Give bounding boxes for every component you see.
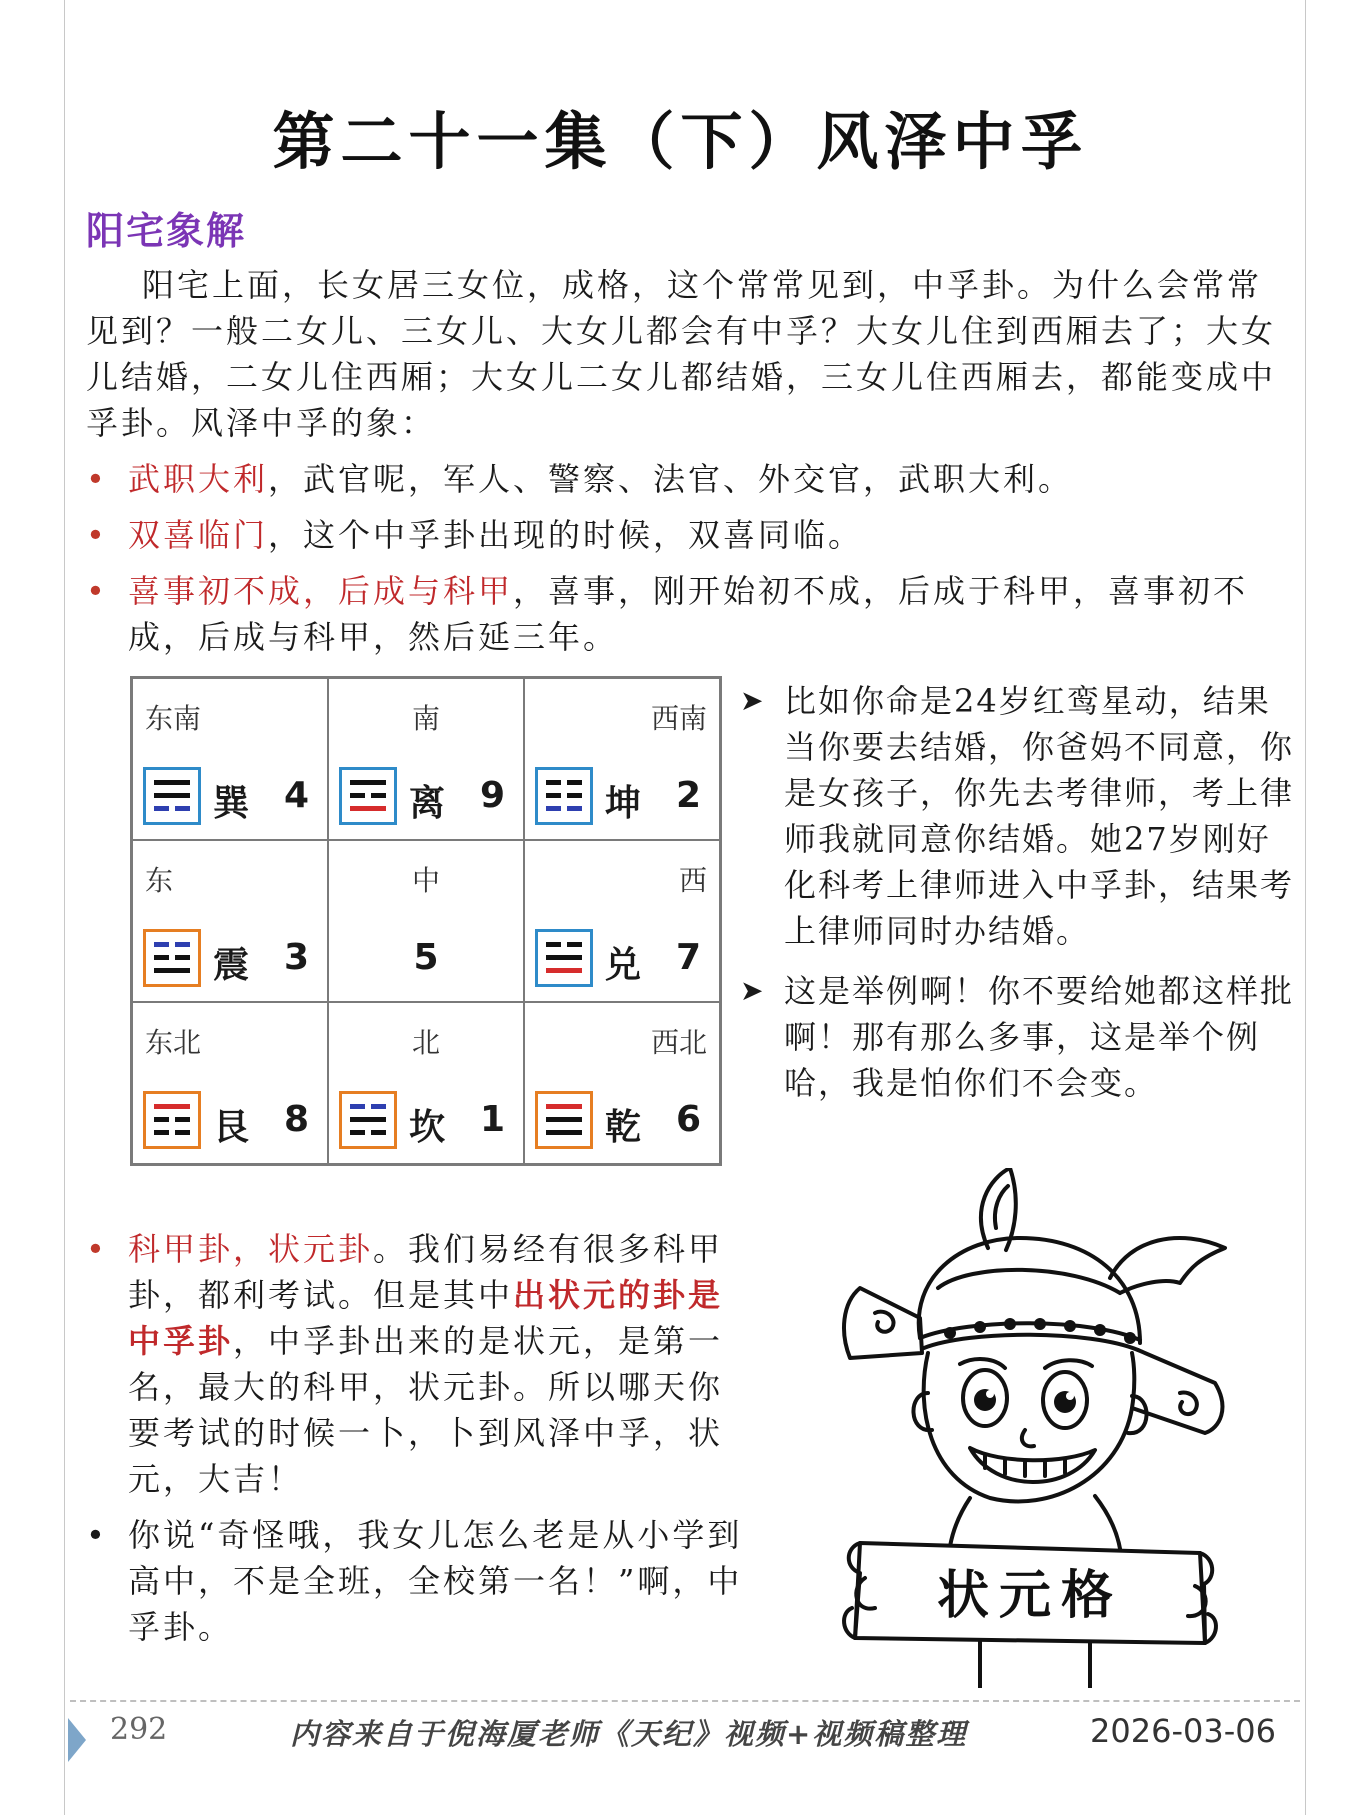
trigram-kan-icon: [339, 1091, 397, 1149]
trigram-gen-icon: [143, 1091, 201, 1149]
intro-text: 阳宅上面，长女居三女位，成格，这个常常见到，中孚卦。为什么会常常见到？一般二女儿、三女儿、大女儿都会有中孚？大女儿住到西厢去了；大女儿结婚，二女儿住西厢；大女儿二女儿都结婚，三女儿住西厢去，都能变成中孚卦。风泽中孚的象：: [86, 266, 1277, 442]
direction-label: 中: [411, 864, 440, 897]
bullet-highlight: 武职大利: [128, 460, 269, 498]
arrow-bullet-icon: ➤: [740, 974, 766, 1007]
grid-cell-north: [328, 1002, 524, 1164]
grid-cell-south: [328, 678, 524, 840]
trigram-li-icon: [339, 767, 397, 825]
trigram-name: 坎: [409, 1107, 446, 1148]
grid-cell-west: [524, 840, 720, 1002]
trigram-name: 离: [409, 783, 446, 824]
trigram-name: 坤: [605, 783, 642, 824]
center-number: 5: [413, 937, 439, 978]
trigram-name: 乾: [605, 1107, 642, 1148]
bullet-text: 。我们易经有很多科甲卦，都利考试。但是其中: [128, 1230, 724, 1314]
list-item: [86, 1226, 746, 1502]
trigram-number: 6: [675, 1099, 701, 1140]
note-text: 比如你命是24岁红鸾星动，结果当你要去结婚，你爸妈不同意，你是女孩子，你先去考律师，考上律师我就同意你结婚。她27岁刚好化科考上律师进入中孚卦，结果考上律师同时办结婚。: [784, 682, 1295, 950]
trigram-number: 9: [479, 775, 505, 816]
zhuangyuan-cartoon-icon: [820, 1168, 1240, 1688]
bullet-list-bottom: [86, 1226, 746, 1660]
trigram-xun-icon: [143, 767, 201, 825]
grid-cell-northwest: [524, 1002, 720, 1164]
trigram-qian-icon: [535, 1091, 593, 1149]
bullet-text: ，中孚卦出来的是状元，是第一名，最大的科甲，状元卦。所以哪天你要考试的时候一卜，卜到风泽中孚，状元，大吉！: [128, 1322, 724, 1498]
note-text: 这是举例啊！你不要给她都这样批啊！那有那么多事，这是举个例哈，我是怕你们不会变。: [784, 972, 1295, 1102]
bullet-text: ，喜事，刚开始初不成，后成于科甲，喜事初不成，后成与科甲，然后延三年。: [128, 572, 1249, 656]
page-triangle-icon: [68, 1718, 86, 1762]
direction-label: 南: [411, 702, 440, 735]
direction-label: 北: [411, 1026, 440, 1059]
arrow-bullet-icon: ➤: [740, 684, 766, 717]
trigram-name: 巽: [213, 783, 250, 824]
direction-label: 东北: [145, 1026, 202, 1059]
grid-cell-center: [328, 840, 524, 1002]
bullet-text: 你说“奇怪哦，我女儿怎么老是从小学到高中，不是全班，全校第一名！”啊，中孚卦。: [128, 1516, 743, 1646]
trigram-kun-icon: [535, 767, 593, 825]
trigram-number: 1: [479, 1099, 505, 1140]
trigram-number: 2: [675, 775, 701, 816]
footer-divider: [70, 1700, 1300, 1702]
trigram-name: 兑: [605, 945, 642, 986]
note-item: [740, 678, 1300, 954]
direction-label: 东南: [145, 702, 202, 735]
bullet-highlight: 喜事初不成，后成与科甲: [128, 572, 514, 610]
direction-label: 东: [145, 864, 174, 897]
direction-label: 西北: [650, 1026, 707, 1059]
trigram-name: 震: [213, 945, 250, 986]
grid-cell-southwest: [524, 678, 720, 840]
bullet-highlight: 双喜临门: [128, 516, 269, 554]
side-notes: [740, 678, 1300, 1120]
grid-cell-northeast: [132, 1002, 328, 1164]
bullet-text: ，这个中孚卦出现的时候，双喜同临。: [268, 516, 864, 554]
direction-label: 西: [678, 864, 707, 897]
intro-paragraph: [86, 262, 1286, 446]
trigram-dui-icon: [535, 929, 593, 987]
note-item: [740, 968, 1300, 1106]
scroll-text: 状元格: [936, 1566, 1124, 1626]
bullet-bold-highlight: 出状元的卦是中孚卦: [128, 1276, 724, 1360]
trigram-name: 艮: [213, 1107, 250, 1148]
trigram-number: 3: [283, 937, 309, 978]
list-item: [86, 456, 1286, 502]
grid-cell-east: [132, 840, 328, 1002]
list-item: [86, 568, 1286, 660]
section-title: 阳宅象解: [86, 208, 247, 253]
bullet-highlight: 科甲卦，状元卦: [128, 1230, 374, 1268]
list-item: [86, 1512, 746, 1650]
bullet-text: ，武官呢，军人、警察、法官、外交官，武职大利。: [268, 460, 1074, 498]
page-title: 第二十一集（下）风泽中孚: [272, 105, 1089, 178]
nine-palace-grid: [130, 676, 722, 1166]
page-number: 292: [110, 1712, 168, 1747]
list-item: [86, 512, 1286, 558]
bullet-list-top: [86, 456, 1286, 670]
grid-cell-southeast: [132, 678, 328, 840]
direction-label: 西南: [650, 702, 707, 735]
footer-date: 2026-03-06: [1090, 1712, 1276, 1750]
footer-source: 内容来自于倪海厦老师《天纪》视频+视频稿整理: [290, 1717, 968, 1751]
trigram-zhen-icon: [143, 929, 201, 987]
trigram-number: 8: [283, 1099, 309, 1140]
trigram-number: 7: [675, 937, 701, 978]
trigram-number: 4: [283, 775, 309, 816]
